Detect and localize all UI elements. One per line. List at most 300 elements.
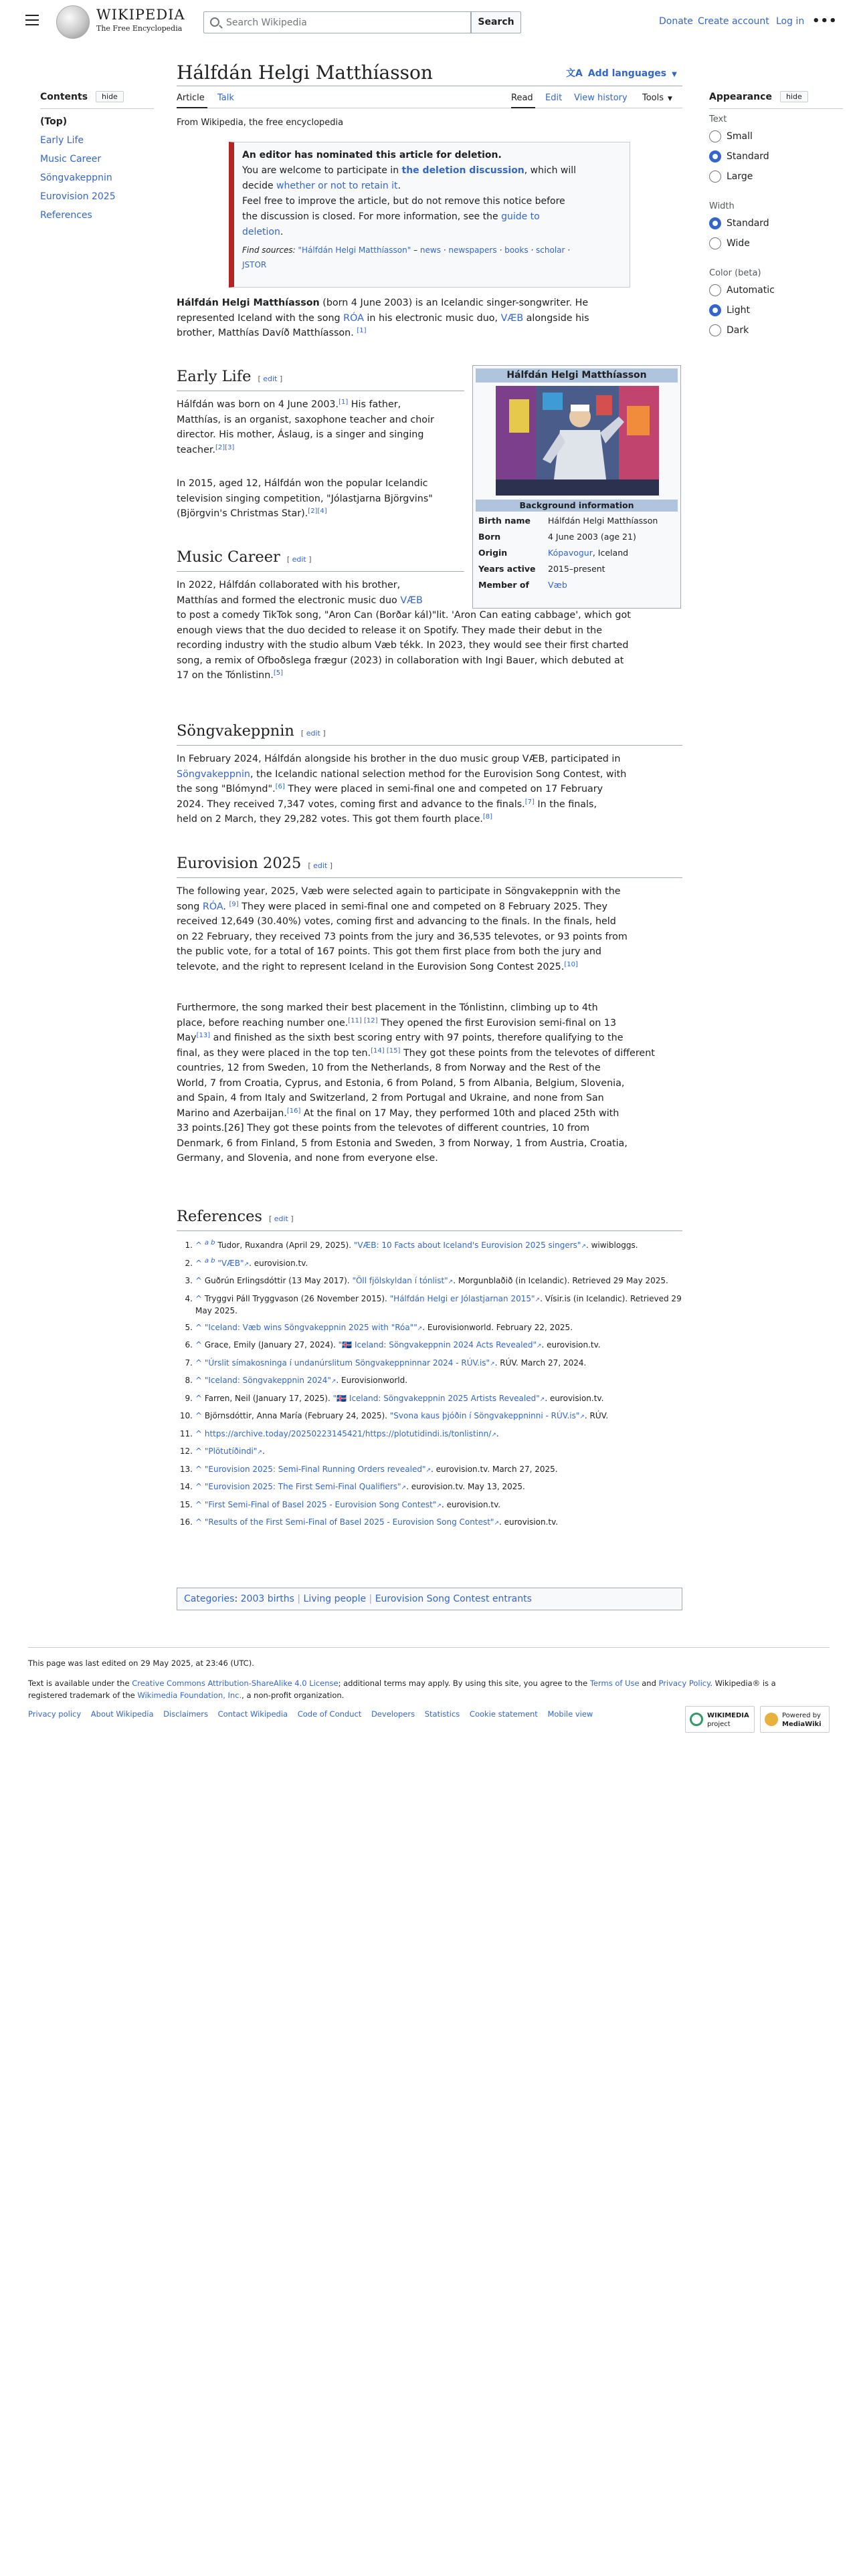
color-light[interactable] xyxy=(709,304,843,324)
citation-10[interactable]: [10] xyxy=(564,960,578,968)
radio-button-selected xyxy=(709,150,721,163)
tab-view-history[interactable]: View history xyxy=(574,93,628,103)
log-in-link[interactable]: Log in xyxy=(776,16,805,27)
citation-14[interactable]: [14] xyxy=(371,1047,385,1055)
infobox-label: Member of xyxy=(478,580,529,590)
retain-link[interactable]: whether or not to retain it xyxy=(276,181,398,191)
notice-text: You are welcome to participate in xyxy=(242,165,402,176)
citation-6[interactable]: [6] xyxy=(275,783,285,790)
text: Matthías, is an organist, saxophone teacher and choir xyxy=(177,414,434,425)
reference-link[interactable]: "Eurovision 2025: Semi-Final Running Orders revealed" xyxy=(204,1464,426,1474)
separator: – xyxy=(411,245,420,255)
reference-item xyxy=(179,1481,684,1494)
external-link-icon: ↗ xyxy=(490,1360,495,1368)
wikipedia-tagline: The Free Encyclopedia xyxy=(96,24,183,33)
find-sources-scholar[interactable]: scholar xyxy=(536,245,565,255)
find-sources-query-link[interactable]: "Hálfdán Helgi Matthíasson" xyxy=(298,245,411,255)
citation[interactable]: [2][4] xyxy=(308,508,327,515)
text: song xyxy=(177,901,203,912)
wmf-link[interactable]: Wikimedia Foundation, Inc. xyxy=(137,1691,242,1700)
external-link-icon: ↗ xyxy=(425,1467,432,1474)
radio-button xyxy=(709,171,721,183)
text: televote, and the right to represent Iceland in the Eurovision Song Contest 2025. xyxy=(177,961,565,972)
text: Matthías and formed the electronic music duo xyxy=(177,595,401,606)
radio-button xyxy=(709,237,721,249)
reference-item xyxy=(185,1375,684,1388)
text-size-small[interactable] xyxy=(709,130,843,150)
tab-talk[interactable]: Talk xyxy=(217,93,234,103)
citation-16[interactable]: [16] xyxy=(286,1107,301,1115)
text: director. His mother, Áslaug, is a singer and singing xyxy=(177,429,424,440)
references-list xyxy=(179,1239,684,1535)
reference-number: 12. xyxy=(179,1446,193,1456)
mediawiki-logo-icon xyxy=(765,1713,778,1726)
vaeb-link[interactable]: Væb xyxy=(548,580,567,590)
reference-number: 3. xyxy=(185,1276,193,1285)
text-size-standard[interactable] xyxy=(709,150,843,171)
reference-text: Björnsdóttir, Anna María (February 24, 2025). xyxy=(204,1411,390,1420)
backlink-caret[interactable]: ^ xyxy=(195,1340,205,1350)
text: Text is available under the xyxy=(28,1679,132,1688)
text: teacher. xyxy=(177,444,215,455)
reference-link[interactable]: "Öll fjölskyldan í tónlist" xyxy=(352,1276,448,1285)
categories-box: Categories: 2003 births | Living people | Eurovision Song Contest entrants xyxy=(177,1588,682,1610)
color-dark[interactable] xyxy=(709,324,843,344)
reference-link[interactable]: "🇮🇸 Iceland: Söngvakeppnin 2024 Acts Revealed" xyxy=(338,1340,537,1350)
add-languages-button[interactable] xyxy=(566,66,677,80)
appearance-panel xyxy=(709,90,843,344)
citation[interactable]: [1] xyxy=(339,399,349,406)
reference-source: . RÚV. xyxy=(584,1411,609,1420)
notice-text: Feel free to improve the article, but do not remove this notice before xyxy=(242,196,565,207)
backlink-caret[interactable]: ^ xyxy=(195,1482,205,1491)
radio-button-selected xyxy=(709,217,721,229)
reference-number: 2. xyxy=(185,1258,193,1268)
heading-text: Söngvakeppnin xyxy=(177,722,294,740)
reference-item xyxy=(179,1410,684,1423)
reference-link[interactable]: "Svona kaus þjóðin í Söngvakeppninni - RÚV.is" xyxy=(389,1411,580,1420)
badge-text: Powered by xyxy=(782,1712,821,1719)
privacy-policy-link[interactable]: Privacy Policy xyxy=(658,1679,710,1688)
edit-link[interactable]: edit xyxy=(292,555,306,564)
toc-item-early-life[interactable]: Early Life xyxy=(40,135,84,146)
backlink-caret[interactable]: ^ xyxy=(195,1276,205,1285)
text-size-large[interactable] xyxy=(709,171,843,191)
wikipedia-globe-logo[interactable] xyxy=(56,5,90,39)
external-link-icon: ↗ xyxy=(539,1396,545,1403)
notice-text: . xyxy=(397,181,401,191)
category-link[interactable]: Eurovision Song Contest entrants xyxy=(375,1594,532,1604)
kopavogur-link[interactable]: Kópavogur xyxy=(548,548,593,558)
reference-source: . eurovision.tv. xyxy=(541,1340,601,1350)
backlink-letters[interactable]: a b xyxy=(204,1239,215,1247)
citation-1[interactable]: [1] xyxy=(357,327,367,334)
backlink-caret[interactable]: ^ xyxy=(195,1258,205,1268)
eurovision-paragraph-1 xyxy=(177,884,682,974)
tools-label: Tools xyxy=(642,93,664,103)
lead-text: alongside his xyxy=(523,312,589,324)
last-edited: This page was last edited on 29 May 2025, at 23:46 (UTC). xyxy=(28,1658,254,1668)
infobox-value: Hálfdán Helgi Matthíasson xyxy=(548,516,658,526)
wikipedia-wordmark[interactable]: WIKIPEDIA xyxy=(96,7,185,23)
option-label: Standard xyxy=(727,218,769,229)
infobox-section-header: Background information xyxy=(476,500,678,512)
external-link-icon: ↗ xyxy=(330,1378,337,1385)
citation-15[interactable]: [15] xyxy=(384,1047,401,1055)
guide-to-deletion-link-2[interactable]: deletion xyxy=(242,227,280,237)
backlink-caret[interactable]: ^ xyxy=(195,1376,205,1385)
songvakeppnin-link[interactable]: Söngvakeppnin xyxy=(177,768,250,780)
citation-12[interactable]: [12] xyxy=(361,1016,378,1025)
option-label: Standard xyxy=(727,151,769,162)
reference-source: . eurovision.tv. xyxy=(249,1258,308,1268)
reference-number: 16. xyxy=(179,1517,193,1527)
footer-link[interactable]: Statistics xyxy=(424,1709,460,1719)
reference-item xyxy=(185,1275,684,1288)
citation-8[interactable]: [8] xyxy=(482,813,493,821)
text: the public vote, for a total of 167 points. This got them first place from both the jury and xyxy=(177,946,601,957)
backlink-letters[interactable]: a b xyxy=(204,1257,215,1265)
footer-link[interactable]: Cookie statement xyxy=(469,1709,538,1719)
option-label: Automatic xyxy=(727,285,775,296)
external-link-icon: ↗ xyxy=(436,1502,442,1509)
toc-item-top[interactable]: (Top) xyxy=(40,116,68,127)
text: , a non-profit organization. xyxy=(242,1691,345,1700)
chevron-down-icon: ▼ xyxy=(672,71,677,78)
music-career-paragraph xyxy=(177,578,682,683)
infobox-value xyxy=(548,548,628,558)
reference-number: 13. xyxy=(179,1464,193,1474)
text: 17 on the Tónlistinn. xyxy=(177,670,274,681)
reference-link[interactable]: "First Semi-Final of Basel 2025 - Eurovision Song Contest" xyxy=(204,1499,437,1509)
reference-link[interactable]: "Eurovision 2025: The First Semi-Final Qualifiers" xyxy=(204,1482,401,1491)
text: to post a comedy TikTok song, "Aron Can (Borðar kál)"lit. 'Aron Can eating cabbage', which got xyxy=(177,610,631,621)
text: final, as they were placed in the top ten. xyxy=(177,1047,371,1059)
backlink-caret[interactable]: ^ xyxy=(195,1517,205,1527)
infobox-value-text: , Iceland xyxy=(592,548,629,558)
reference-link[interactable]: "🇮🇸 Iceland: Söngvakeppnin 2025 Artists Revealed" xyxy=(332,1393,540,1403)
reference-source: . eurovision.tv. xyxy=(545,1393,604,1403)
badge-text: WIKIMEDIA xyxy=(707,1712,749,1719)
more-options-icon[interactable]: ••• xyxy=(812,14,838,28)
reference-link[interactable]: "Úrslit símakosninga í undanúrslitum Söngvakeppninnar 2024 - RÚV.is" xyxy=(204,1358,490,1368)
reference-number: 14. xyxy=(179,1482,193,1491)
toc-hide-button[interactable]: hide xyxy=(96,91,124,102)
infobox-label: Origin xyxy=(478,548,508,558)
toc-item-eurovision-2025[interactable]: Eurovision 2025 xyxy=(40,191,116,202)
category-link[interactable]: 2003 births xyxy=(240,1594,294,1604)
lead-text: (born 4 June 2003) is an Icelandic singer-songwriter. He xyxy=(319,298,589,308)
reference-source: . eurovision.tv. March 27, 2025. xyxy=(431,1464,558,1474)
translate-icon: 文A xyxy=(566,68,583,79)
reference-link[interactable]: "VÆB: 10 Facts about Iceland's Eurovision 2025 singers" xyxy=(353,1241,581,1250)
width-wide[interactable] xyxy=(709,237,843,257)
citation-5[interactable]: [5] xyxy=(273,669,284,677)
tab-article[interactable]: Article xyxy=(177,93,205,103)
songvakeppnin-paragraph xyxy=(177,752,682,827)
text: on 22 February, they received 73 points from the jury and 36,535 televotes, or 93 points from xyxy=(177,931,628,942)
terms-link[interactable]: Terms of Use xyxy=(589,1679,640,1688)
powered-by-mediawiki-badge[interactable] xyxy=(760,1706,830,1733)
edit-section: [ edit ] xyxy=(300,729,326,738)
notice-text: the discussion is closed. For more information, see the xyxy=(242,211,502,222)
backlink-caret[interactable]: ^ xyxy=(195,1393,205,1403)
backlink-caret[interactable]: ^ xyxy=(195,1446,205,1456)
footer-link[interactable]: Disclaimers xyxy=(163,1709,208,1719)
reference-link[interactable]: "Iceland: Söngvakeppnin 2024" xyxy=(204,1376,331,1385)
license-text xyxy=(28,1677,824,1701)
backlink-caret[interactable]: ^ xyxy=(195,1322,205,1332)
external-link-icon: ↗ xyxy=(491,1431,496,1438)
text: They opened the first Eurovision semi-final on 13 xyxy=(377,1017,617,1029)
text: His father, xyxy=(348,399,401,410)
external-link-icon: ↗ xyxy=(536,1343,542,1350)
external-link-icon: ↗ xyxy=(535,1296,541,1303)
infobox-photo[interactable] xyxy=(496,386,659,496)
reference-text: Grace, Emily (January 27, 2024). xyxy=(204,1340,339,1350)
text: They were placed in semi-final one and competed on 17 February xyxy=(284,784,603,794)
text: place, before reaching number one. xyxy=(177,1017,349,1029)
reference-number: 5. xyxy=(185,1322,193,1332)
footer-link[interactable]: About Wikipedia xyxy=(90,1709,154,1719)
text: . Wikipedia® is a xyxy=(710,1679,776,1688)
early-life-paragraph-1 xyxy=(177,397,466,457)
toc-item-references[interactable]: References xyxy=(40,210,92,221)
backlink-caret[interactable]: ^ xyxy=(195,1499,205,1509)
find-sources-jstor[interactable]: JSTOR xyxy=(242,260,267,270)
find-sources-books[interactable]: books xyxy=(504,245,529,255)
text: In February 2024, Hálfdán alongside his brother in the duo music group VÆB, participated in xyxy=(177,754,621,764)
edit-link[interactable]: edit xyxy=(313,861,328,870)
heading-text: References xyxy=(177,1208,262,1225)
text: 33 points.[26] They got these points from the televotes of different countries, 10 from xyxy=(177,1123,590,1134)
notice-text: decide xyxy=(242,181,277,191)
edit-link[interactable]: edit xyxy=(263,374,278,383)
citation-7[interactable]: [7] xyxy=(524,798,535,806)
find-sources-label: Find sources: xyxy=(242,245,296,255)
reference-number: 11. xyxy=(179,1428,193,1438)
citation[interactable]: [2][3] xyxy=(215,443,235,451)
text: (Björgvin's Christmas Star). xyxy=(177,508,308,519)
reference-source: . xyxy=(496,1428,499,1438)
footer-link[interactable]: Developers xyxy=(371,1709,415,1719)
reference-link[interactable]: "VÆB" xyxy=(217,1258,244,1268)
guide-to-deletion-link[interactable]: guide to xyxy=(501,211,540,222)
reference-item xyxy=(185,1257,684,1271)
categories-link[interactable]: Categories xyxy=(184,1594,235,1604)
site-header xyxy=(0,0,859,44)
section-heading-references xyxy=(177,1208,294,1225)
external-link-icon: ↗ xyxy=(494,1520,499,1527)
create-account-link[interactable]: Create account xyxy=(698,16,769,27)
text: The following year, 2025, Væb were selected again to participate in Söngvakeppnin with the xyxy=(177,886,621,897)
text: 2024. They received 7,347 votes, coming first and advance to the finals. xyxy=(177,798,525,810)
section-heading-eurovision-2025 xyxy=(177,855,332,872)
find-sources: Find sources: "Hálfdán Helgi Matthíasson" – news · newspapers · books · scholar · JSTOR xyxy=(242,245,571,270)
text: In 2022, Hálfdán collaborated with his brother, xyxy=(177,580,401,591)
appearance-title: Appearance xyxy=(709,92,772,102)
radio-button xyxy=(709,284,721,296)
text: Marino and Azerbaijan. xyxy=(177,1107,287,1119)
main-menu-icon[interactable] xyxy=(25,15,39,26)
text: television singing competition, "Jólastjarna Björgvins" xyxy=(177,493,433,504)
backlink-caret[interactable]: ^ xyxy=(195,1428,205,1438)
song-roa-link[interactable]: RÓA xyxy=(202,901,223,912)
text: enough views that the duo decided to release it on Spotify. They made their debut in the xyxy=(177,625,603,636)
option-label: Large xyxy=(727,171,753,182)
reference-number: 6. xyxy=(185,1340,193,1350)
notice-text: . xyxy=(280,227,284,237)
reference-text: Tudor, Ruxandra (April 29, 2025). xyxy=(215,1241,354,1250)
heading-text: Eurovision 2025 xyxy=(177,855,302,872)
wikimedia-logo-icon xyxy=(690,1713,703,1726)
external-link-icon: ↗ xyxy=(581,1243,586,1250)
text: World, 7 from Croatia, Cyprus, and Estonia, 6 from Poland, 5 from Albania, Belgium, Slovenia, xyxy=(177,1077,625,1089)
reference-source: . xyxy=(262,1446,265,1456)
reference-source: . eurovision.tv. xyxy=(441,1499,501,1509)
external-link-icon: ↗ xyxy=(579,1414,585,1420)
text: In the finals, xyxy=(534,798,597,810)
text: the song "Blómynd". xyxy=(177,784,276,794)
color-automatic[interactable] xyxy=(709,284,843,304)
text: Hálfdán was born on 4 June 2003. xyxy=(177,399,339,410)
search-button[interactable]: Search xyxy=(471,11,521,33)
search-box xyxy=(203,11,471,33)
edit-section: [ edit ] xyxy=(308,861,333,870)
tools-menu[interactable] xyxy=(642,93,672,103)
infobox-title: Hálfdán Helgi Matthíasson xyxy=(476,368,678,383)
edit-section: [ edit ] xyxy=(258,374,283,383)
text: Furthermore, the song marked their best placement in the Tónlistinn, climbing up to 4th xyxy=(177,1002,598,1013)
appearance-hide-button[interactable]: hide xyxy=(780,91,808,102)
reference-link[interactable]: "Iceland: Væb wins Söngvakeppnin 2025 with "Róa"" xyxy=(204,1322,417,1332)
width-standard[interactable] xyxy=(709,217,843,237)
vaeb-link[interactable]: VÆB xyxy=(400,595,423,606)
duo-vaeb-link[interactable]: VÆB xyxy=(500,312,524,324)
radio-button xyxy=(709,130,721,142)
lead-subject: Hálfdán Helgi Matthíasson xyxy=(177,298,320,308)
lead-text: in his electronic music duo, xyxy=(363,312,501,324)
external-link-icon: ↗ xyxy=(244,1261,250,1268)
lead-paragraph xyxy=(177,296,682,341)
section-heading-early-life xyxy=(177,368,282,385)
reference-source: . wiwibloggs. xyxy=(585,1241,638,1250)
footer-link[interactable]: Code of Conduct xyxy=(297,1709,362,1719)
wikimedia-project-badge[interactable] xyxy=(685,1706,755,1733)
reference-source: . eurovision.tv. May 13, 2025. xyxy=(406,1482,525,1491)
width-label: Width xyxy=(709,201,735,211)
find-sources-newspapers[interactable]: newspapers xyxy=(448,245,497,255)
backlink-caret[interactable]: ^ xyxy=(195,1241,205,1250)
footer-link[interactable]: Privacy policy xyxy=(28,1709,82,1719)
reference-text: Guðrún Erlingsdóttir (13 May 2017). xyxy=(204,1276,353,1285)
edit-link[interactable]: edit xyxy=(274,1214,288,1223)
reference-item xyxy=(179,1499,684,1512)
site-sub: From Wikipedia, the free encyclopedia xyxy=(177,118,344,128)
edit-link[interactable]: edit xyxy=(306,729,320,738)
category-link[interactable]: Living people xyxy=(303,1594,367,1604)
text: In 2015, aged 12, Hálfdán won the popular Icelandic xyxy=(177,478,428,489)
external-link-icon: ↗ xyxy=(401,1485,407,1491)
option-label: Wide xyxy=(727,238,750,249)
tab-article-underline xyxy=(177,107,207,108)
footer-link[interactable]: Mobile view xyxy=(547,1709,593,1719)
reference-item xyxy=(185,1393,684,1406)
performer-photo-illustration xyxy=(496,386,659,496)
radio-button xyxy=(709,324,721,336)
cc-license-link[interactable]: Creative Commons Attribution-ShareAlike 4.0 License xyxy=(132,1679,339,1688)
notice-text: , which will xyxy=(524,165,577,176)
text: recording industry with the studio album Væb tékk. In 2023, they would see their first charted xyxy=(177,640,629,651)
text: and Spain, 4 from Italy and Switzerland, 2 from Portugal and Ukraine, and none from San xyxy=(177,1093,604,1103)
reference-source: . Eurovisionworld. February 22, 2025. xyxy=(422,1322,573,1332)
find-sources-news[interactable]: news xyxy=(419,245,441,255)
backlink-caret[interactable]: ^ xyxy=(195,1464,205,1474)
toc-title: Contents xyxy=(40,92,88,102)
citation-13[interactable]: [13] xyxy=(196,1032,211,1039)
heading-text: Early Life xyxy=(177,368,252,385)
song-roa-link[interactable]: RÓA xyxy=(343,312,364,324)
citation-11[interactable]: [11] xyxy=(348,1016,362,1025)
eurovision-paragraph-2 xyxy=(177,1000,682,1166)
infobox-label: Born xyxy=(478,532,501,542)
reference-item xyxy=(179,1428,684,1441)
text: held on 2 March, they 29,282 votes. This got them fourth place. xyxy=(177,814,483,825)
toc-item-songvakeppnin[interactable]: Söngvakeppnin xyxy=(40,173,112,183)
text: They were placed in semi-final one and competed on 8 February 2025. They xyxy=(238,901,607,912)
tab-read[interactable]: Read xyxy=(511,93,533,103)
option-label: Light xyxy=(727,305,750,316)
reference-source: . Eurovisionworld. xyxy=(336,1376,408,1385)
tab-edit[interactable]: Edit xyxy=(545,93,563,103)
text: and xyxy=(639,1679,659,1688)
reference-number: 9. xyxy=(185,1393,193,1403)
backlink-caret[interactable]: ^ xyxy=(195,1358,205,1368)
reference-link[interactable]: https://archive.today/20250223145421/https://plotutidindi.is/tonlistinn/ xyxy=(204,1428,492,1438)
reference-number: 1. xyxy=(185,1241,193,1250)
reference-link[interactable]: "Plötutíðindi" xyxy=(204,1446,258,1456)
badge-text: project xyxy=(707,1721,731,1728)
color-label: Color (beta) xyxy=(709,268,761,278)
text: Denmark, 6 from Finland, 5 from Estonia and Sweden, 3 from Norway, 1 from Austria, Croatia, xyxy=(177,1138,628,1149)
donate-link[interactable]: Donate xyxy=(659,16,693,27)
reference-link[interactable]: "Hálfdán Helgi er Jólastjarnan 2015" xyxy=(389,1293,535,1303)
external-link-icon: ↗ xyxy=(257,1449,262,1456)
reference-item xyxy=(185,1339,684,1352)
tab-read-underline xyxy=(511,107,535,108)
option-label: Dark xyxy=(727,325,749,336)
reference-source: . RÚV. March 27, 2024. xyxy=(494,1358,587,1368)
text: ; additional terms may apply. By using this site, you agree to the xyxy=(338,1679,590,1688)
footer-link[interactable]: Contact Wikipedia xyxy=(217,1709,288,1719)
infobox-label: Birth name xyxy=(478,516,531,526)
reference-text: Tryggvi Páll Tryggvason (26 November 2015). xyxy=(204,1293,390,1303)
option-label: Small xyxy=(727,131,753,142)
backlink-caret[interactable]: ^ xyxy=(195,1293,205,1303)
reference-item xyxy=(179,1464,684,1477)
backlink-caret[interactable]: ^ xyxy=(195,1411,205,1420)
badge-text: MediaWiki xyxy=(782,1721,822,1728)
citation-9[interactable]: [9] xyxy=(229,900,239,908)
toc-item-music-career[interactable]: Music Career xyxy=(40,154,102,165)
text: At the final on 17 May, they performed 10th and placed 25th with xyxy=(300,1107,619,1119)
search-input[interactable] xyxy=(226,15,460,30)
deletion-discussion-link[interactable]: the deletion discussion xyxy=(401,165,524,176)
lead-text: brother, Matthías Davíð Matthíasson. xyxy=(177,328,354,338)
infobox xyxy=(472,365,681,609)
deletion-notice xyxy=(229,142,630,288)
reference-link[interactable]: "Results of the First Semi-Final of Basel 2025 - Eurovision Song Contest" xyxy=(204,1517,494,1527)
